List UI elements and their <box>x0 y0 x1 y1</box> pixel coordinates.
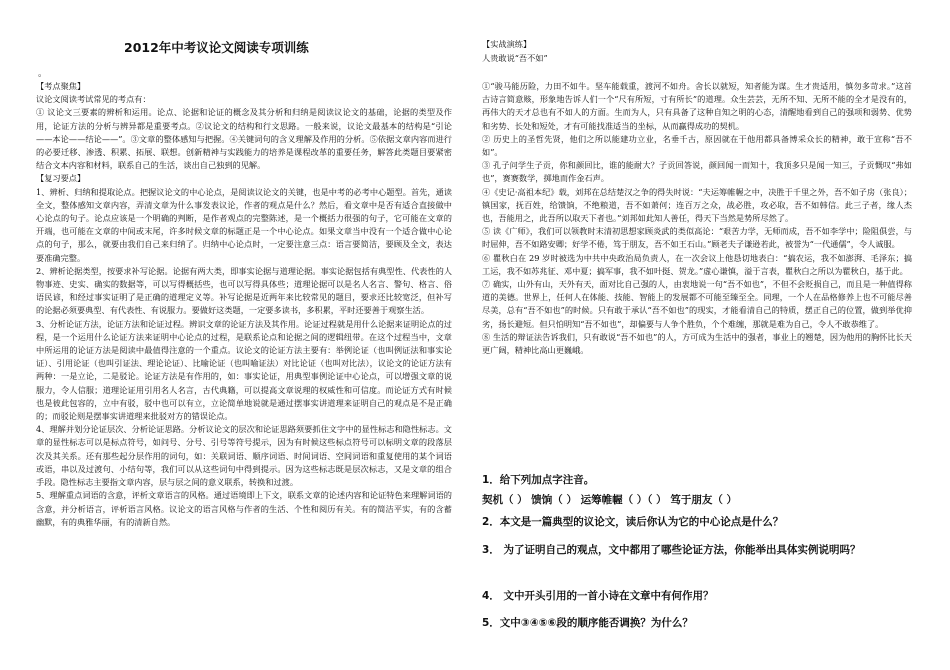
article-paragraph-7: ⑦ 确实，山外有山，天外有天，面对比自己强的人，由衷地说一句“吾不如也”，不但不会贬损自己，而且是一种值得称道的美德。世界上，任何人在体能、技能、智能上的发展都不可能至臻至全。同理，一个人在品格修养上也不可能尽善尽美，总有“吾不如也”的时候。只有敢于承认“吾不如也”的现实，才能看清自己的特质，摆正自己的位置，做到举优抑劣，扬长避短。但只怕明知“吾不如也”，却偏要与人争个胜负，个个难缠，那就是难为自己，令人不敢恭维了。 <box>482 279 912 329</box>
question-3: 3． 为了证明自己的观点，文中都用了哪些论证方法，你能举出具体实例说明吗？ <box>482 544 861 556</box>
stray-mark: 。 <box>38 69 48 79</box>
page-title: 2012年中考议论文阅读专项训练 <box>124 40 309 55</box>
left-column <box>36 80 452 529</box>
article-paragraph-8: ⑧ 生活的辩证法告诉我们，只有敢说“吾不如也”的人，方可成为生活中的强者，事业上的翘楚，因为他用的胸怀比长天更广阔，精神比高山更巍峨。 <box>482 331 912 356</box>
review-point-5: 5、理解重点词语的含意，评析文章语言的风格。通过语境即上下文，联系文章的论述内容和论证特色来理解词语的含意，并分析语言，评析语言风格。议论文的语言风格与作者的生活、个性和阅历有关。有的简洁平实，有的含蓄幽默，有的典雅华丽，有的清新自然。 <box>36 490 452 527</box>
article-paragraph-4: ④《史记·高祖本纪》载，刘邦在总结楚汉之争的得失时说：“夫运筹帷幄之中，决胜于千里之外，吾不如子房（张良）；镇国家，抚百姓，给馈饷，不绝粮道，吾不如萧何；连百万之众，战必胜，攻必取，吾不如韩信。此三子者，缘人杰也，吾能用之，此吾所以取天下者也。”刘邦如此知人善任，得天下当然是势所尽然了。 <box>482 186 912 224</box>
article-paragraph-6: ⑥ 瞿秋白在 29 岁时被选为中共中央政治局负责人，在一次会议上他恳切地表白：“搞农运，我不如澎湃、毛泽东；搞工运，我不如苏兆征、邓中夏；搞军事，我不如叶挺、贺龙。”虚心谦慎，溢于言表，瞿秋白之所以为瞿秋白，基于此。 <box>482 252 912 276</box>
kaodian-body: ① 议论文三要素的辨析和运用。论点、论据和论证的概念及其分析和归纳是阅读议论文的基础，论据的类型及作用，论证方法的分析与辨异都是重要考点。②议论文的结构和行文思路。一般来说，议论文最基本的结构是“引论——本论——结论——”。③文章的整体感知与把握。④关键词句的含义理解及作用的分析。⑤依据文章内容而进行的必要迁移、渗透、积累、拓展、联想。创新精神与实践能力的培养是课程改革的重要任务，解答此类题目要紧密结合文本内容和材料，联系自己的生活，谈出自己独到的见解。 <box>36 107 452 171</box>
question-2: 2．本文是一篇典型的议论文，读后你认为它的中心论点是什么？ <box>482 516 784 528</box>
review-point-3: 3、分析论证方法，论证方法和论证过程。辨识文章的论证方法及其作用。论证过程就是用什么论据来证明论点的过程，是一个运用什么论证方法来证明中心论点的过程，是联系论点和论据之间的逻辑纽带。在这个过程当中，文章中所运用的论证方法是阅读中最值得注意的一个重点。议论文的论证方法主要有：举例论证（也叫例证法和事实论证）、引用论证（也叫引证法、理论论证）、比喻论证（也叫喻证法）对比论证（也叫对比法），议论文的论证方法有两种：一是立论，二是驳论。论证方法是有作用的，如：事实论证，用典型事例论证中心论点，可以增强文章的说服力，令人信服；道理论证用引用名人名言，古代典籍，可以提高文章说理的权威性和可信度。而论证方式有时候也是彼此包容的，立中有驳，驳中也可以有立，立论简单地说就是通过摆事实讲道理来证明自己的观点是不是正确的；而驳论则是摆事实讲道理来批驳对方的错误论点。 <box>36 318 452 422</box>
question-4: 4． 文中开头引用的一首小诗在文章中有何作用？ <box>482 590 714 602</box>
article-paragraph-2: ② 历史上的圣哲先贤，他们之所以能建功立业，名垂千古，原因就在于他用都具备博采众长的精神，敢于宣称“吾不如”。 <box>482 133 912 158</box>
article-paragraph-1: ①“骏马能历险，力田不如牛。坚车能载重，渡河不如舟。舍长以就短，知者能为谋。生才贵适用，慎勿多苛求。”这首古诗言简意赅，形象地告诉人们一个“尺有所短，寸有所长”的道理。众生芸芸，无所不知、无所不能的全才是没有的，再伟大的天才总也有不如人的方面。生而为人，只有具备了这种自知之明的心态，清醒地看到自己的强项和弱势、优势和劣势、长处和短处，才有可能找准适当的坐标，从而赢得成功的契机。 <box>482 81 912 131</box>
question-5: 5．文中③④⑤⑥段的顺序能否调换？为什么？ <box>482 617 693 629</box>
question-1: 1．给下列加点字注音。 <box>482 474 595 486</box>
article-title: 人贵敢说“吾不如” <box>482 53 548 63</box>
article-paragraph-3: ③ 孔子问学生子贡，你和颜回比，谁的能耐大？子贡回答说，颜回闻一而知十，我顶多只是闻一知三，子贡慨叹“弗如也”，赛赛数学，掷地而作金石声。 <box>482 160 912 184</box>
article-paragraph-5: ⑤ 读《广师》，我们可以领教时末清初思想家顾炎武的类似高论：“艰苦力学，无师而成，吾不如李学中；险阻俱尝，与时屈伸，吾不如路安卿；好学不倦，笃于朋友，吾不如王石山。”顾老夫子谦逊若此，被誉为“一代通儒”，令人诚服。 <box>482 226 912 250</box>
kaodian-intro: 议论文阅读考试常见的考点有： <box>36 94 151 105</box>
kaodian-heading: 【考点聚焦】 <box>36 81 86 91</box>
question-1-items: 契机（ ） 馈饷（ ） 运筹帷幄（ ）（ ） 笃于朋友（ ） <box>482 494 737 506</box>
review-point-1: 1、辨析、归纳和提取论点。把握议论文的中心论点，是阅读议论文的关键，也是中考的必考中心题型。首先，通读全文，整体感知文章内容，弄清文章为什么事发表议论，作者的观点是什么？然后，看文章中是否有适合直接做中心论点的句子。论点应该是一个明确的判断，是作者观点的完整陈述，是一个概括力很强的句子，它可能在文章的开端，也可能在文章的中间或末尾，许多时候文章的标题正是一个中心论点。如果文章当中没有一个适合做中心论点的句子，那么，就要由我们自己来归纳了。归纳中心论点时，一定要注意三点：语言要简洁，要顾及全文，表达要准确完整。 <box>36 186 452 263</box>
review-point-2: 2、辨析论据类型，按要求补写论据。论据有两大类，即事实论据与道理论据。事实论据包括有典型性、代表性的人物事迹、史实、确实的数据等，可以写得概括些，也可以写得具体些；道理论据可以是名人名言、警句、格言、俗语民谚，和经过事实证明了是正确的道理定义等。补写论据是近两年来比较常见的题目，要求还比较宽泛，但补写的论据必须要典型、有代表性、有说服力。要做好这类题，一定要多读书，多积累，平时还要善于观察生活。 <box>36 265 452 316</box>
review-point-4: 4、理解并划分论证层次、分析论证思路。分析议论文的层次和论证思路须要抓住文字中的显性标志和隐性标志。文章的显性标志可以是标点符号，如问号、分号、引号等符号提示，因为有时候这些标点符号可以标明文章的段落层次及其关系。还有那些起分层作用的词句，如：关联词语、顺序词语、时间词语、空间词语和重复使用的某个词语或语，串以及过渡句、小结句等，我们可以从这些词句中得到提示。因为这些标志既是层次标志，又是文章的组合手段。隐性标志主要指文章内容，层与层之间的意义联系，转换和过渡。 <box>36 424 452 488</box>
fuxi-heading: 【复习要点】 <box>36 173 86 184</box>
practice-heading: 【实战演练】 <box>482 39 532 49</box>
article-body <box>482 80 912 357</box>
